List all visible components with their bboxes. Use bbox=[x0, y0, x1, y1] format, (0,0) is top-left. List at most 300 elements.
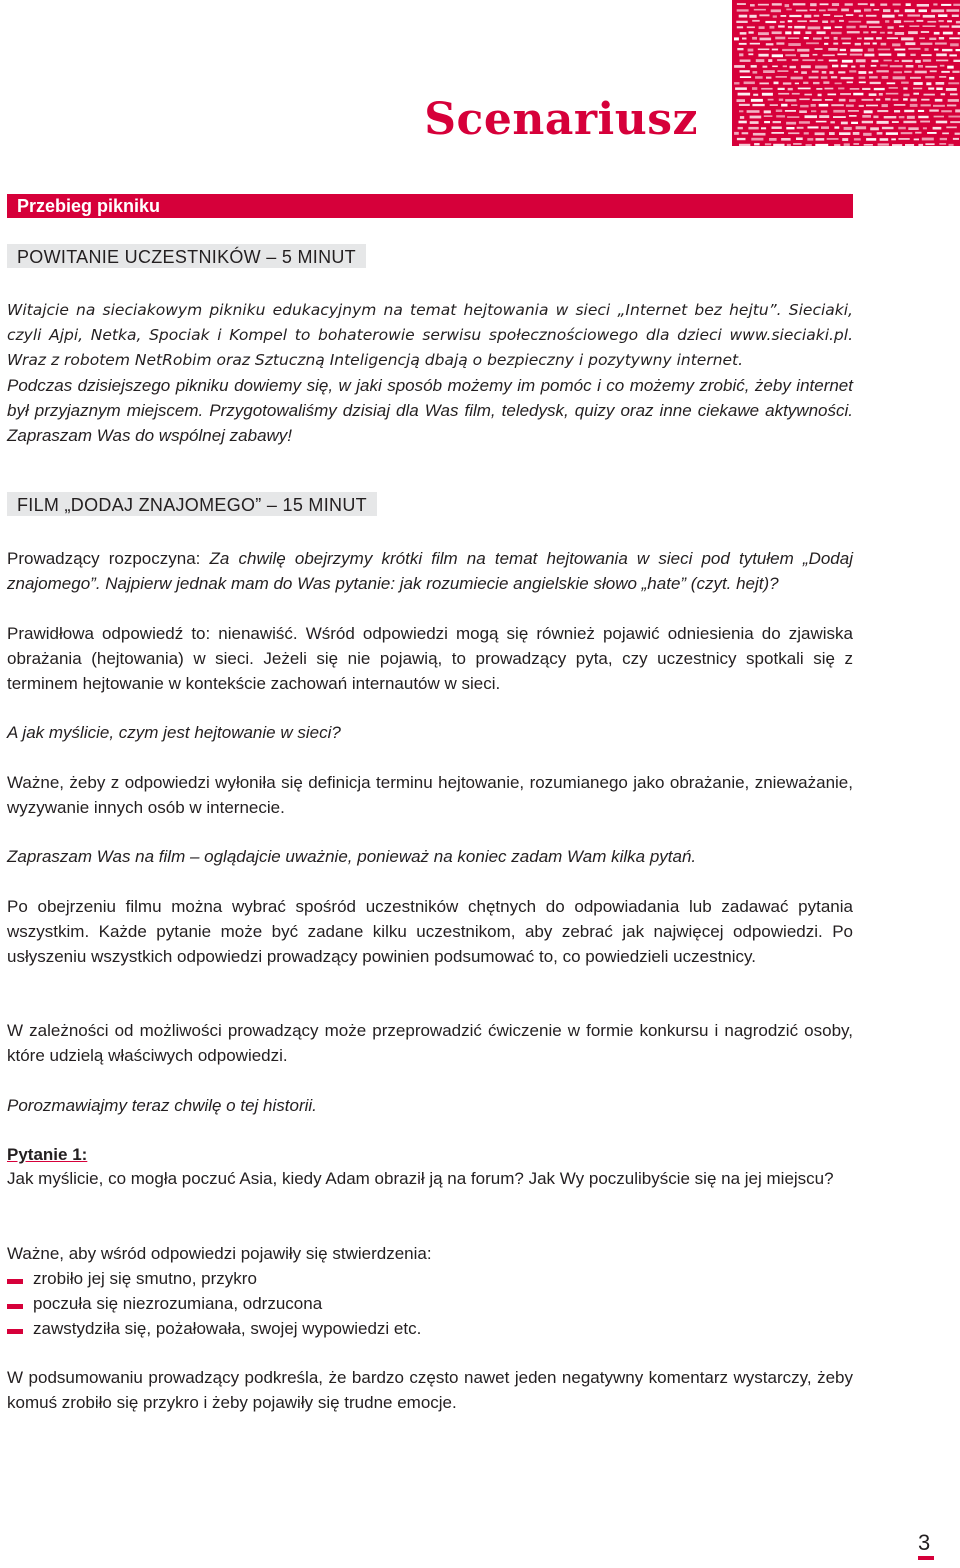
pattern-dash bbox=[815, 144, 828, 146]
pattern-dash bbox=[887, 37, 898, 39]
pattern-dash bbox=[940, 138, 947, 140]
pattern-dash bbox=[816, 88, 822, 90]
pattern-dash bbox=[899, 26, 904, 28]
pattern-dash bbox=[737, 26, 743, 28]
pattern-dash bbox=[956, 49, 960, 51]
pattern-dash bbox=[909, 25, 919, 27]
pattern-dash bbox=[737, 99, 746, 102]
pattern-dash bbox=[794, 26, 805, 29]
pattern-dash bbox=[797, 127, 804, 129]
pattern-dash bbox=[938, 14, 947, 17]
pattern-dash bbox=[923, 59, 931, 61]
pattern-dash bbox=[770, 26, 775, 29]
pattern-dash bbox=[809, 76, 819, 78]
pattern-dash bbox=[769, 138, 777, 141]
pattern-dash bbox=[849, 21, 862, 23]
pattern-dash bbox=[790, 66, 796, 69]
pattern-dash bbox=[850, 49, 862, 52]
pattern-dash bbox=[815, 66, 827, 69]
pattern-dash bbox=[876, 70, 888, 72]
pattern-dash bbox=[812, 99, 822, 101]
pattern-dash bbox=[763, 66, 768, 68]
pattern-dash bbox=[788, 132, 799, 134]
pattern-dash bbox=[934, 32, 940, 35]
pattern-dash bbox=[950, 93, 958, 95]
question-1-label: Pytanie 1: bbox=[7, 1145, 88, 1164]
pattern-dash bbox=[921, 31, 929, 33]
pattern-dash bbox=[763, 70, 775, 73]
pattern-dash bbox=[799, 121, 810, 124]
pattern-dash bbox=[941, 71, 950, 73]
pattern-dash bbox=[834, 126, 839, 128]
pattern-dash bbox=[840, 49, 846, 51]
pattern-dash bbox=[916, 20, 923, 22]
pattern-dash bbox=[750, 4, 755, 6]
pattern-dash bbox=[936, 60, 948, 62]
pattern-dash bbox=[797, 49, 809, 52]
pattern-dash bbox=[808, 26, 821, 29]
pattern-dash bbox=[818, 94, 822, 97]
pattern-dash bbox=[787, 116, 799, 118]
pattern-dash bbox=[941, 93, 946, 95]
pattern-dash bbox=[897, 53, 905, 56]
pattern-dash bbox=[874, 9, 880, 11]
pattern-dash bbox=[864, 37, 873, 39]
pattern-dash bbox=[792, 59, 799, 61]
pattern-dash bbox=[827, 138, 839, 140]
pattern-dash bbox=[740, 60, 751, 62]
pattern-dash bbox=[828, 9, 838, 11]
pattern-dash bbox=[927, 132, 937, 134]
pattern-dash bbox=[734, 65, 745, 68]
pattern-dash bbox=[866, 105, 878, 107]
pattern-dash bbox=[753, 71, 758, 74]
pattern-dash bbox=[842, 60, 853, 63]
pattern-dash bbox=[845, 3, 853, 5]
pattern-dash bbox=[936, 82, 945, 85]
pattern-dash bbox=[737, 9, 749, 11]
pattern-dash bbox=[819, 10, 826, 12]
pattern-dash bbox=[864, 144, 873, 146]
pattern-dash bbox=[796, 138, 803, 141]
pattern-dash bbox=[742, 38, 747, 40]
pattern-dash bbox=[888, 26, 894, 29]
pattern-dash bbox=[869, 76, 878, 78]
pattern-dash bbox=[772, 127, 782, 129]
pattern-dash bbox=[846, 14, 854, 16]
pattern-dash bbox=[822, 71, 827, 74]
page-title: Scenariusz bbox=[424, 94, 698, 145]
pattern-dash bbox=[786, 122, 796, 125]
pattern-dash bbox=[776, 76, 787, 78]
pattern-dash bbox=[877, 132, 883, 135]
pattern-dash bbox=[753, 133, 766, 136]
pattern-dash bbox=[823, 81, 829, 84]
pattern-dash bbox=[914, 82, 923, 85]
pattern-dash bbox=[894, 20, 901, 23]
pattern-dash bbox=[773, 144, 784, 146]
pattern-dash bbox=[871, 60, 878, 62]
pattern-dash bbox=[856, 126, 867, 129]
pattern-dash bbox=[823, 14, 830, 16]
pattern-dash bbox=[894, 10, 899, 13]
pattern-dash bbox=[807, 138, 813, 141]
pattern-dash bbox=[755, 76, 763, 79]
pattern-dash bbox=[808, 126, 819, 128]
pattern-dash bbox=[898, 138, 909, 140]
pattern-dash bbox=[785, 4, 790, 7]
pattern-dash bbox=[882, 127, 894, 129]
pattern-dash bbox=[765, 143, 771, 145]
pattern-dash bbox=[885, 20, 889, 23]
pattern-dash bbox=[791, 104, 797, 106]
pattern-dash bbox=[811, 110, 816, 112]
page-number: 3 bbox=[918, 1532, 934, 1560]
pattern-dash bbox=[805, 31, 811, 34]
pattern-dash bbox=[783, 65, 787, 67]
pattern-dash bbox=[869, 26, 882, 28]
pattern-dash bbox=[751, 138, 763, 141]
pattern-dash bbox=[738, 93, 751, 96]
pattern-dash bbox=[854, 138, 861, 140]
pattern-dash bbox=[906, 65, 914, 68]
pattern-dash bbox=[930, 70, 937, 72]
pattern-dash bbox=[849, 115, 857, 117]
pattern-dash bbox=[886, 132, 898, 135]
pattern-dash bbox=[939, 76, 946, 78]
pattern-dash bbox=[816, 121, 827, 123]
pattern-dash bbox=[876, 99, 881, 101]
pattern-dash bbox=[750, 43, 760, 45]
pattern-dash bbox=[934, 49, 938, 51]
pattern-dash bbox=[885, 98, 890, 100]
pattern-dash bbox=[920, 121, 930, 123]
pattern-dash bbox=[838, 88, 844, 90]
pattern-dash bbox=[775, 37, 785, 40]
pattern-dash bbox=[839, 99, 846, 102]
pattern-dash bbox=[830, 121, 835, 123]
pattern-dash bbox=[816, 138, 825, 141]
pattern-dash bbox=[873, 43, 877, 45]
pattern-dash bbox=[926, 82, 931, 85]
question-paragraph-3: Porozmawiajmy teraz chwilę o tej historii. bbox=[7, 1096, 317, 1115]
pattern-dash bbox=[822, 21, 828, 24]
pattern-dash bbox=[894, 49, 905, 51]
pattern-dash bbox=[903, 98, 908, 100]
pattern-dash bbox=[892, 43, 900, 46]
statements-list bbox=[7, 1266, 421, 1341]
pattern-dash bbox=[806, 42, 819, 44]
pattern-dash bbox=[788, 88, 793, 90]
contest-paragraph: W zależności od możliwości prowadzący może przeprowadzić ćwiczenie w formie konkursu i nagrodzić osoby, które udzielą właściwych odpowiedzi. bbox=[7, 1021, 853, 1065]
pattern-dash bbox=[894, 104, 906, 106]
pattern-dash bbox=[949, 54, 957, 56]
pattern-dash bbox=[815, 132, 825, 135]
pattern-dash bbox=[847, 82, 853, 84]
pattern-dash bbox=[786, 127, 794, 129]
pattern-dash bbox=[782, 49, 795, 51]
pattern-dash bbox=[864, 43, 870, 45]
pattern-dash bbox=[883, 9, 890, 12]
pattern-dash bbox=[920, 43, 932, 45]
pattern-dash bbox=[921, 104, 931, 106]
question-1-text: Jak myślicie, co mogła poczuć Asia, kiedy Adam obraził ją na forum? Jak Wy poczulibyście się na jej miejscu? bbox=[7, 1169, 834, 1188]
section-title-bar: Przebieg pikniku bbox=[7, 194, 853, 218]
pattern-dash bbox=[802, 59, 815, 61]
lead-italic: Za chwilę obejrzymy krótki film na temat hejtowania w sieci pod tytułem „Dodaj znajomego”. Najpierw jednak mam do Was pytanie: jak rozumiecie angielskie słowo „hate” (czyt. hejt)? bbox=[7, 549, 853, 593]
pattern-dash bbox=[908, 48, 920, 50]
pattern-dash bbox=[941, 110, 952, 112]
pattern-dash bbox=[829, 71, 833, 74]
pattern-dash bbox=[777, 70, 788, 72]
pattern-dash bbox=[910, 104, 918, 107]
pattern-dash bbox=[766, 77, 771, 79]
pattern-dash bbox=[880, 138, 889, 141]
pattern-dash bbox=[835, 83, 842, 85]
pattern-dash bbox=[933, 105, 945, 107]
pattern-dash bbox=[794, 31, 801, 34]
pattern-dash bbox=[882, 76, 889, 79]
pattern-dash bbox=[793, 143, 802, 145]
pattern-dash bbox=[773, 15, 777, 17]
pattern-dash bbox=[860, 65, 865, 67]
pattern-dash bbox=[851, 66, 855, 68]
pattern-dash bbox=[813, 38, 822, 40]
pattern-dash bbox=[831, 32, 842, 34]
pattern-dash bbox=[863, 31, 868, 33]
pattern-dash bbox=[908, 31, 918, 34]
pattern-dash bbox=[833, 110, 845, 113]
pattern-dash bbox=[821, 126, 829, 128]
pattern-dash bbox=[794, 71, 798, 73]
pattern-dash bbox=[857, 38, 862, 40]
pattern-dash bbox=[764, 115, 773, 117]
pattern-dash bbox=[884, 60, 892, 62]
pattern-dash bbox=[756, 59, 765, 62]
pattern-dash bbox=[901, 37, 913, 40]
pattern-dash bbox=[931, 9, 944, 12]
pattern-dash bbox=[877, 110, 888, 112]
pattern-dash bbox=[834, 37, 838, 40]
pattern-dash bbox=[788, 20, 793, 22]
pattern-dash bbox=[832, 3, 839, 6]
pattern-dash bbox=[864, 110, 873, 113]
pattern-dash bbox=[799, 110, 807, 113]
pattern-dash bbox=[752, 20, 760, 22]
pattern-dash bbox=[761, 127, 766, 129]
pattern-dash bbox=[810, 20, 818, 22]
pattern-dash bbox=[788, 37, 799, 39]
pattern-dash bbox=[834, 15, 843, 17]
pattern-dash bbox=[880, 65, 888, 67]
pattern-dash bbox=[956, 21, 960, 24]
pattern-dash bbox=[942, 133, 949, 135]
pattern-dash bbox=[833, 43, 838, 45]
pattern-dash bbox=[772, 3, 782, 5]
pattern-dash bbox=[744, 82, 755, 85]
pattern-dash bbox=[913, 93, 919, 95]
pattern-dash bbox=[853, 132, 860, 135]
pattern-dash bbox=[923, 15, 935, 18]
pattern-dash bbox=[770, 104, 778, 106]
pattern-dash bbox=[933, 127, 942, 130]
pattern-dash bbox=[825, 99, 833, 101]
pattern-dash bbox=[740, 116, 744, 119]
pattern-dash bbox=[917, 4, 929, 7]
pattern-dash bbox=[841, 38, 851, 40]
pattern-dash bbox=[904, 110, 914, 112]
pattern-dash bbox=[891, 138, 896, 140]
pattern-dash bbox=[778, 93, 789, 95]
pattern-dash bbox=[821, 76, 828, 78]
pattern-dash bbox=[804, 15, 811, 18]
pattern-dash bbox=[796, 10, 808, 12]
list-item: zrobiło jej się smutno, przykro bbox=[7, 1266, 421, 1291]
pattern-dash bbox=[935, 99, 943, 102]
pattern-dash bbox=[774, 82, 779, 85]
pattern-dash bbox=[831, 20, 835, 22]
pattern-dash bbox=[955, 133, 960, 135]
pattern-dash bbox=[736, 21, 747, 23]
pattern-dash bbox=[901, 82, 909, 84]
pattern-dash bbox=[844, 143, 850, 146]
pattern-dash bbox=[739, 15, 748, 18]
pattern-dash bbox=[946, 127, 957, 129]
pattern-dash bbox=[921, 54, 931, 56]
pattern-dash bbox=[904, 21, 914, 23]
pattern-dash bbox=[787, 144, 791, 146]
pattern-dash bbox=[888, 32, 893, 34]
pattern-dash bbox=[853, 143, 859, 145]
pattern-dash bbox=[881, 43, 887, 46]
pattern-dash bbox=[950, 121, 960, 123]
page-number-bar bbox=[918, 1556, 934, 1560]
pattern-dash bbox=[953, 4, 960, 6]
pattern-dash bbox=[899, 116, 905, 118]
pattern-dash bbox=[880, 32, 885, 34]
pattern-dash bbox=[749, 31, 754, 33]
pattern-dash bbox=[910, 54, 915, 56]
pattern-dash bbox=[927, 21, 936, 23]
pattern-dash bbox=[849, 70, 856, 72]
pattern-dash bbox=[846, 105, 854, 107]
bullet-icon bbox=[7, 1304, 23, 1309]
pattern-dash bbox=[740, 32, 747, 35]
pattern-dash bbox=[864, 54, 874, 57]
pattern-dash bbox=[866, 15, 877, 17]
pattern-dash bbox=[764, 121, 770, 123]
pattern-dash bbox=[890, 65, 903, 67]
pattern-dash bbox=[939, 37, 944, 40]
pattern-dash bbox=[791, 77, 803, 80]
pattern-dash bbox=[942, 49, 953, 51]
pattern-dash bbox=[893, 76, 906, 79]
pattern-dash bbox=[833, 116, 846, 118]
pattern-dash bbox=[795, 83, 799, 85]
pattern-dash bbox=[853, 93, 863, 96]
pattern-dash bbox=[953, 138, 959, 140]
pattern-dash bbox=[863, 133, 872, 136]
pattern-dash bbox=[882, 104, 888, 107]
pattern-dash bbox=[758, 54, 768, 57]
pattern-dash bbox=[803, 82, 808, 84]
pattern-dash bbox=[898, 127, 906, 130]
pattern-dash bbox=[953, 60, 960, 62]
pattern-dash bbox=[792, 93, 800, 95]
pattern-dash bbox=[841, 77, 854, 79]
pattern-dash bbox=[834, 144, 840, 146]
pattern-dash bbox=[903, 121, 916, 123]
pattern-dash bbox=[735, 87, 747, 90]
pattern-dash bbox=[785, 99, 796, 102]
pattern-dash bbox=[892, 121, 899, 123]
answer-paragraph: Prawidłowa odpowiedź to: nienawiść. Wśród odpowiedzi mogą się również pojawić odniesienia do zjawiska obrażania (hejtowania) w sieci. Jeżeli się nie pojawią, to prowadzący pyta, czy uczestnicy spotkali się z terminem hejtowanie w kontekście zachowań internautów w sieci. bbox=[7, 624, 853, 693]
pattern-dash bbox=[870, 4, 874, 7]
pattern-dash bbox=[894, 110, 900, 112]
pattern-dash bbox=[856, 59, 866, 62]
pattern-dash bbox=[903, 94, 909, 97]
pattern-dash bbox=[810, 9, 817, 11]
pattern-dash bbox=[910, 99, 917, 102]
pattern-dash bbox=[868, 48, 874, 51]
pattern-dash bbox=[785, 31, 791, 34]
pattern-dash bbox=[936, 88, 942, 91]
pattern-dash bbox=[734, 82, 739, 84]
pattern-dash bbox=[915, 71, 927, 74]
pattern-dash bbox=[759, 14, 769, 16]
pattern-dash bbox=[789, 15, 801, 17]
pattern-dash bbox=[739, 144, 750, 146]
pattern-dash bbox=[841, 122, 848, 125]
pattern-dash bbox=[915, 132, 921, 134]
pattern-dash bbox=[805, 115, 818, 118]
pattern-dash bbox=[788, 43, 801, 46]
pattern-dash bbox=[940, 65, 945, 67]
pattern-dash bbox=[884, 116, 897, 118]
definition-paragraph: Ważne, żeby z odpowiedzi wyłoniła się definicja terminu hejtowanie, rozumianego jako obrażanie, znieważanie, wyzywanie innych osób w internecie. bbox=[7, 773, 853, 817]
pattern-dash bbox=[766, 43, 774, 45]
pattern-dash bbox=[886, 93, 899, 95]
bullet-icon bbox=[7, 1329, 23, 1334]
pattern-dash bbox=[904, 71, 911, 73]
pattern-dash bbox=[950, 43, 959, 46]
pattern-dash bbox=[815, 48, 823, 50]
instructions-paragraph: Po obejrzeniu filmu można wybrać spośród uczestników chętnych do odpowiadania lub zadawać pytania wszystkim. Każde pytanie może być zadane kilku uczestnikom, aby zebrać jak najwięcej odpowiedzi. Po usłyszeniu wszystkich odpowiedzi prowadzący powinien podsumować to, co powiedzieli uczestnicy. bbox=[7, 897, 853, 966]
pattern-dash bbox=[737, 48, 743, 50]
pattern-dash bbox=[952, 71, 959, 73]
pattern-dash bbox=[828, 94, 837, 96]
lead-paragraph bbox=[7, 546, 853, 596]
pattern-dash bbox=[776, 115, 785, 117]
pattern-dash bbox=[929, 110, 939, 112]
pattern-dash bbox=[806, 144, 812, 146]
pattern-dash bbox=[788, 26, 792, 28]
pattern-dash bbox=[750, 116, 762, 119]
pattern-dash bbox=[840, 93, 851, 95]
pattern-dash bbox=[895, 32, 904, 35]
summary-paragraph: W podsumowaniu prowadzący podkreśla, że bardzo często nawet jeden negatywny komentarz wystarczy, żeby komuś zrobiło się przykro i żeby pojawiły się trudne emocje. bbox=[7, 1368, 853, 1412]
pattern-dash bbox=[811, 104, 816, 107]
pattern-dash bbox=[800, 105, 809, 108]
pattern-dash bbox=[923, 25, 936, 27]
pattern-dash bbox=[936, 121, 947, 124]
pattern-dash bbox=[864, 9, 871, 12]
pattern-dash bbox=[831, 76, 837, 78]
pattern-dash bbox=[738, 127, 743, 129]
pattern-dash bbox=[862, 115, 871, 118]
pattern-dash bbox=[819, 104, 829, 107]
pattern-dash bbox=[831, 104, 844, 106]
